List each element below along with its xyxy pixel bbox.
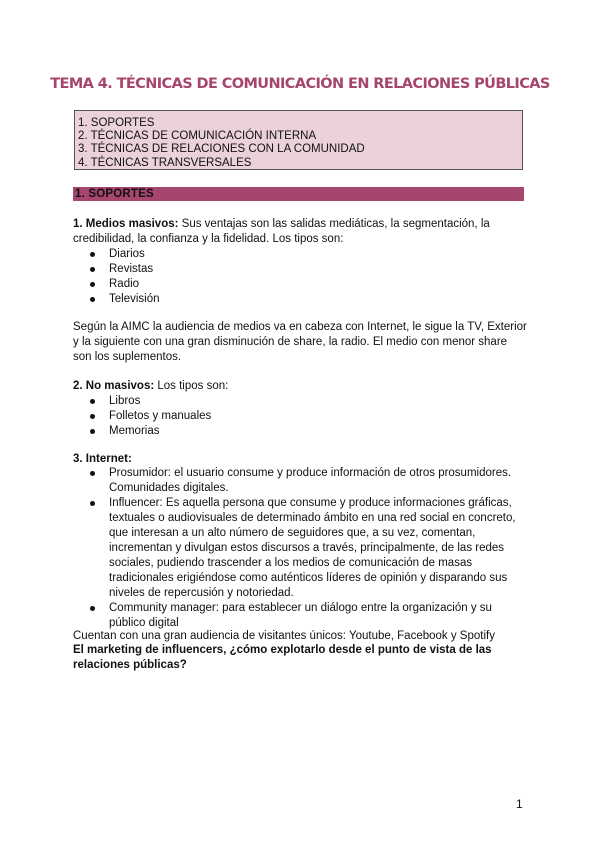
medios-masivos-label: 1. Medios masivos: xyxy=(73,218,179,230)
table-of-contents xyxy=(74,110,523,170)
no-masivos-label: 2. No masivos: xyxy=(73,380,155,392)
list-item: Memorias xyxy=(73,424,523,439)
list-item: Radio xyxy=(73,277,523,292)
question-paragraph xyxy=(73,643,528,673)
section-heading-bar xyxy=(73,187,524,201)
no-masivos-text: Los tipos son: xyxy=(154,380,229,392)
medios-masivos-paragraph xyxy=(73,217,528,247)
internet-heading xyxy=(73,452,528,467)
list-item: Community manager: para establecer un diálogo entre la organización y su público digital xyxy=(73,601,523,631)
no-masivos-paragraph xyxy=(73,379,528,394)
section-heading: 1. SOPORTES xyxy=(75,188,154,200)
page-number: 1 xyxy=(516,797,523,811)
toc-item: 4. TÉCNICAS TRANSVERSALES xyxy=(78,156,252,169)
aimc-paragraph: Según la AIMC la audiencia de medios va en cabeza con Internet, le sigue la TV, Exterior y la siguiente con una gran disminución de share, la radio. El medio con menor share son los suplementos. xyxy=(73,321,527,363)
list-item: Televisión xyxy=(73,292,523,307)
list-item: Libros xyxy=(73,394,523,409)
medios-masivos-list xyxy=(73,247,523,307)
list-item: Prosumidor: el usuario consume y produce información de otros prosumidores. Comunidades digitales. xyxy=(73,466,523,496)
no-masivos-list xyxy=(73,394,523,439)
list-item: Revistas xyxy=(73,262,523,277)
toc-item: 3. TÉCNICAS DE RELACIONES CON LA COMUNIDAD xyxy=(78,143,365,156)
page-title: TEMA 4. TÉCNICAS DE COMUNICACIÓN EN RELACIONES PÚBLICAS xyxy=(50,76,550,92)
question-text: El marketing de influencers, ¿cómo explotarlo desde el punto de vista de las relaciones públicas? xyxy=(73,644,492,671)
audiencia-paragraph: Cuentan con una gran audiencia de visitantes únicos: Youtube, Facebook y Spotify xyxy=(73,630,495,642)
toc-item: 2. TÉCNICAS DE COMUNICACIÓN INTERNA xyxy=(78,130,317,143)
list-item: Folletos y manuales xyxy=(73,409,523,424)
internet-label: 3. Internet: xyxy=(73,453,132,465)
list-item: Influencer: Es aquella persona que consume y produce informaciones gráficas, textuales o audiovisuales de determinado ámbito en una red social en concreto, que interesan a un alto número de seguidores que, a su vez, comentan, incrementan y divulgan estos discursos a través, principalmente, de las redes sociales, pudiendo trascender a los medios de comunicación de masas tradicionales erigiéndose como auténticos líderes de opinión y disparando sus niveles de repercusión y notoriedad. xyxy=(73,496,523,601)
list-item: Diarios xyxy=(73,247,523,262)
internet-list xyxy=(73,466,523,631)
toc-item: 1. SOPORTES xyxy=(78,117,155,129)
medios-masivos-text: Sus ventajas son las salidas mediáticas, la segmentación, la credibilidad, la confianza y la fidelidad. Los tipos son: xyxy=(73,218,490,245)
